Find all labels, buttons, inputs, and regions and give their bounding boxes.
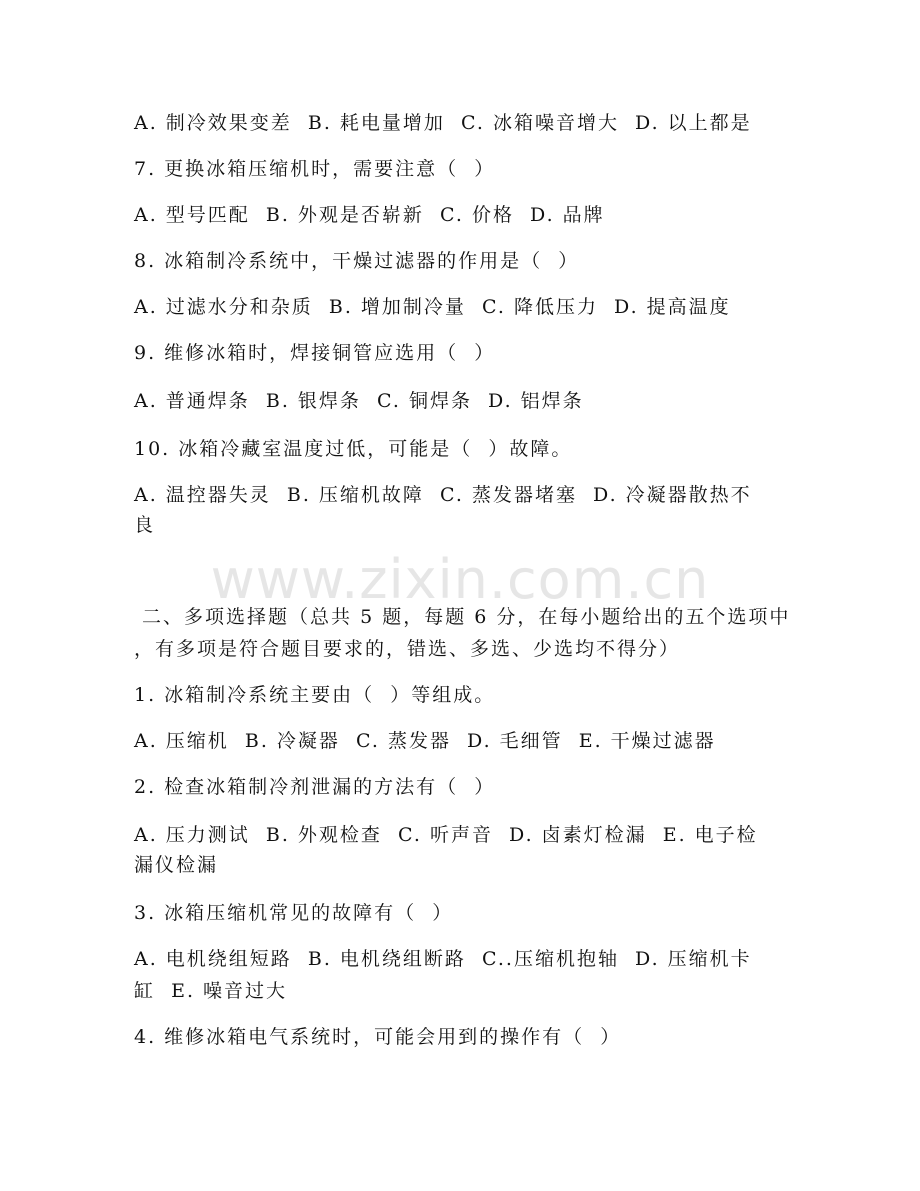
q6-options: A. 制冷效果变差 B. 耗电量增加 C. 冰箱噪音增大 D. 以上都是 (134, 112, 752, 134)
q7-question: 7. 更换冰箱压缩机时，需要注意（ ） (134, 158, 496, 180)
m1-question: 1. 冰箱制冷系统主要由（ ）等组成。 (134, 684, 496, 706)
m1-options: A. 压缩机 B. 冷凝器 C. 蒸发器 D. 毛细管 E. 干燥过滤器 (134, 730, 716, 752)
m2-question: 2. 检查冰箱制冷剂泄漏的方法有（ ） (134, 776, 496, 798)
q7-options: A. 型号匹配 B. 外观是否崭新 C. 价格 D. 品牌 (134, 204, 605, 226)
m2-options-cont: 漏仪检漏 (134, 854, 219, 876)
watermark: www.zixin.com.cn (210, 548, 710, 611)
q9-question: 9. 维修冰箱时，焊接铜管应选用（ ） (134, 342, 496, 364)
q8-question: 8. 冰箱制冷系统中，干燥过滤器的作用是（ ） (134, 250, 580, 272)
section-heading: 二、多项选择题（总共 5 题，每题 6 分，在每小题给出的五个选项中 (134, 606, 791, 628)
q8-options: A. 过滤水分和杂质 B. 增加制冷量 C. 降低压力 D. 提高温度 (134, 296, 731, 318)
m2-options: A. 压力测试 B. 外观检查 C. 听声音 D. 卤素灯检漏 E. 电子检 (134, 824, 758, 846)
m3-question: 3. 冰箱压缩机常见的故障有（ ） (134, 902, 454, 924)
section-heading-cont: ，有多项是符合题目要求的，错选、多选、少选均不得分） (134, 638, 681, 660)
m4-question: 4. 维修冰箱电气系统时，可能会用到的操作有（ ） (134, 1026, 622, 1048)
q10-options: A. 温控器失灵 B. 压缩机故障 C. 蒸发器堵塞 D. 冷凝器散热不 (134, 484, 752, 506)
q9-options: A. 普通焊条 B. 银焊条 C. 铜焊条 D. 铝焊条 (134, 390, 584, 412)
q10-options-cont: 良 (134, 514, 156, 536)
q10-question: 10. 冰箱冷藏室温度过低，可能是（ ）故障。 (134, 438, 573, 460)
m3-options-cont: 缸 E. 噪音过大 (134, 980, 288, 1002)
m3-options: A. 电机绕组短路 B. 电机绕组断路 C..压缩机抱轴 D. 压缩机卡 (134, 948, 752, 970)
